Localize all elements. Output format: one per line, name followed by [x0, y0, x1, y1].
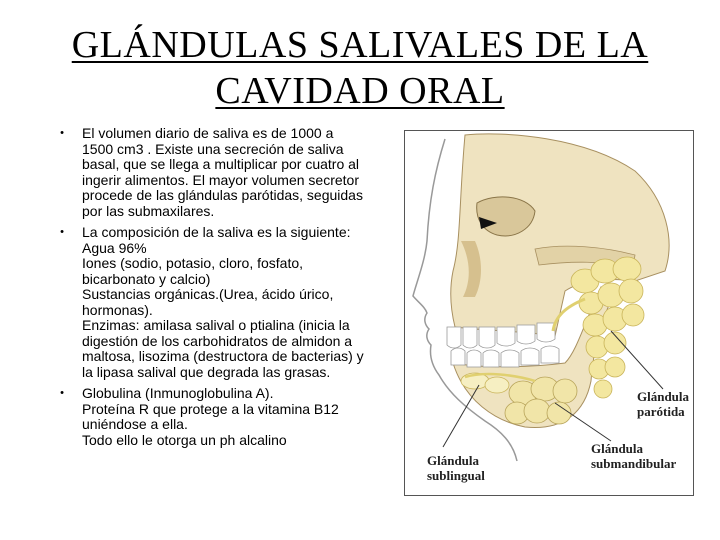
- bullet-text: El volumen diario de saliva es de 1000 a 1500 cm3 . Existe una secreción de saliva basal, que se llega a multiplicar por cuatro al ingerir alimentos. El mayor volumen secretor procede de las glándulas parótidas, seguidas por las submaxilares.: [82, 125, 367, 219]
- upper-teeth: [447, 323, 555, 348]
- bullet-icon: •: [60, 387, 64, 399]
- slide-title: [40, 22, 680, 114]
- bullet-list: [56, 126, 366, 454]
- bullet-text: Agua 96%: [82, 239, 147, 256]
- label-submandibular-line2: submandibular: [591, 456, 677, 471]
- bullet-item-2: [56, 225, 366, 380]
- bullet-text: Globulina (Inmunoglobulina A).: [82, 385, 274, 401]
- leader-line-sublingual: [443, 385, 479, 447]
- bullet-text: La composición de la saliva es la siguiente:: [82, 224, 351, 240]
- bullet-text: Sustancias orgánicas.(Urea, ácido úrico, hormonas).: [82, 286, 338, 318]
- label-sublingual: [427, 453, 485, 483]
- bullet-text: Todo ello le otorga un ph alcalino: [82, 431, 287, 448]
- label-sublingual-line1: Glándula: [427, 453, 480, 468]
- label-parotida-line2: parótida: [637, 404, 685, 419]
- bullet-item-3: [56, 386, 366, 448]
- bullet-text: Iones (sodio, potasio, cloro, fosfato, bicarbonato y calcio): [82, 255, 307, 287]
- submandibular-gland: [505, 377, 577, 424]
- label-parotida: [637, 389, 689, 419]
- bullet-item-1: [56, 126, 366, 219]
- bullet-text: Enzimas: amilasa salival o ptialina (inicia la digestión de los carbohidratos de almidon a maltosa, lisozima (destructora de bacterias) y la lipasa salival que degrada las grasas.: [82, 317, 368, 380]
- title-line-1: GLÁNDULAS SALIVALES DE LA: [71, 24, 649, 66]
- label-sublingual-line2: sublingual: [427, 468, 485, 483]
- label-submandibular-line1: Glándula: [591, 441, 644, 456]
- label-parotida-line1: Glándula: [637, 389, 690, 404]
- bullet-icon: •: [60, 226, 64, 238]
- label-submandibular: [591, 441, 676, 471]
- bullet-text: Proteína R que protege a la vitamina B12 uniéndose a ella.: [82, 400, 343, 432]
- bullet-icon: •: [60, 127, 64, 139]
- salivary-glands-illustration: [404, 130, 694, 496]
- title-line-2: CAVIDAD ORAL: [215, 70, 505, 112]
- lower-teeth: [451, 346, 559, 367]
